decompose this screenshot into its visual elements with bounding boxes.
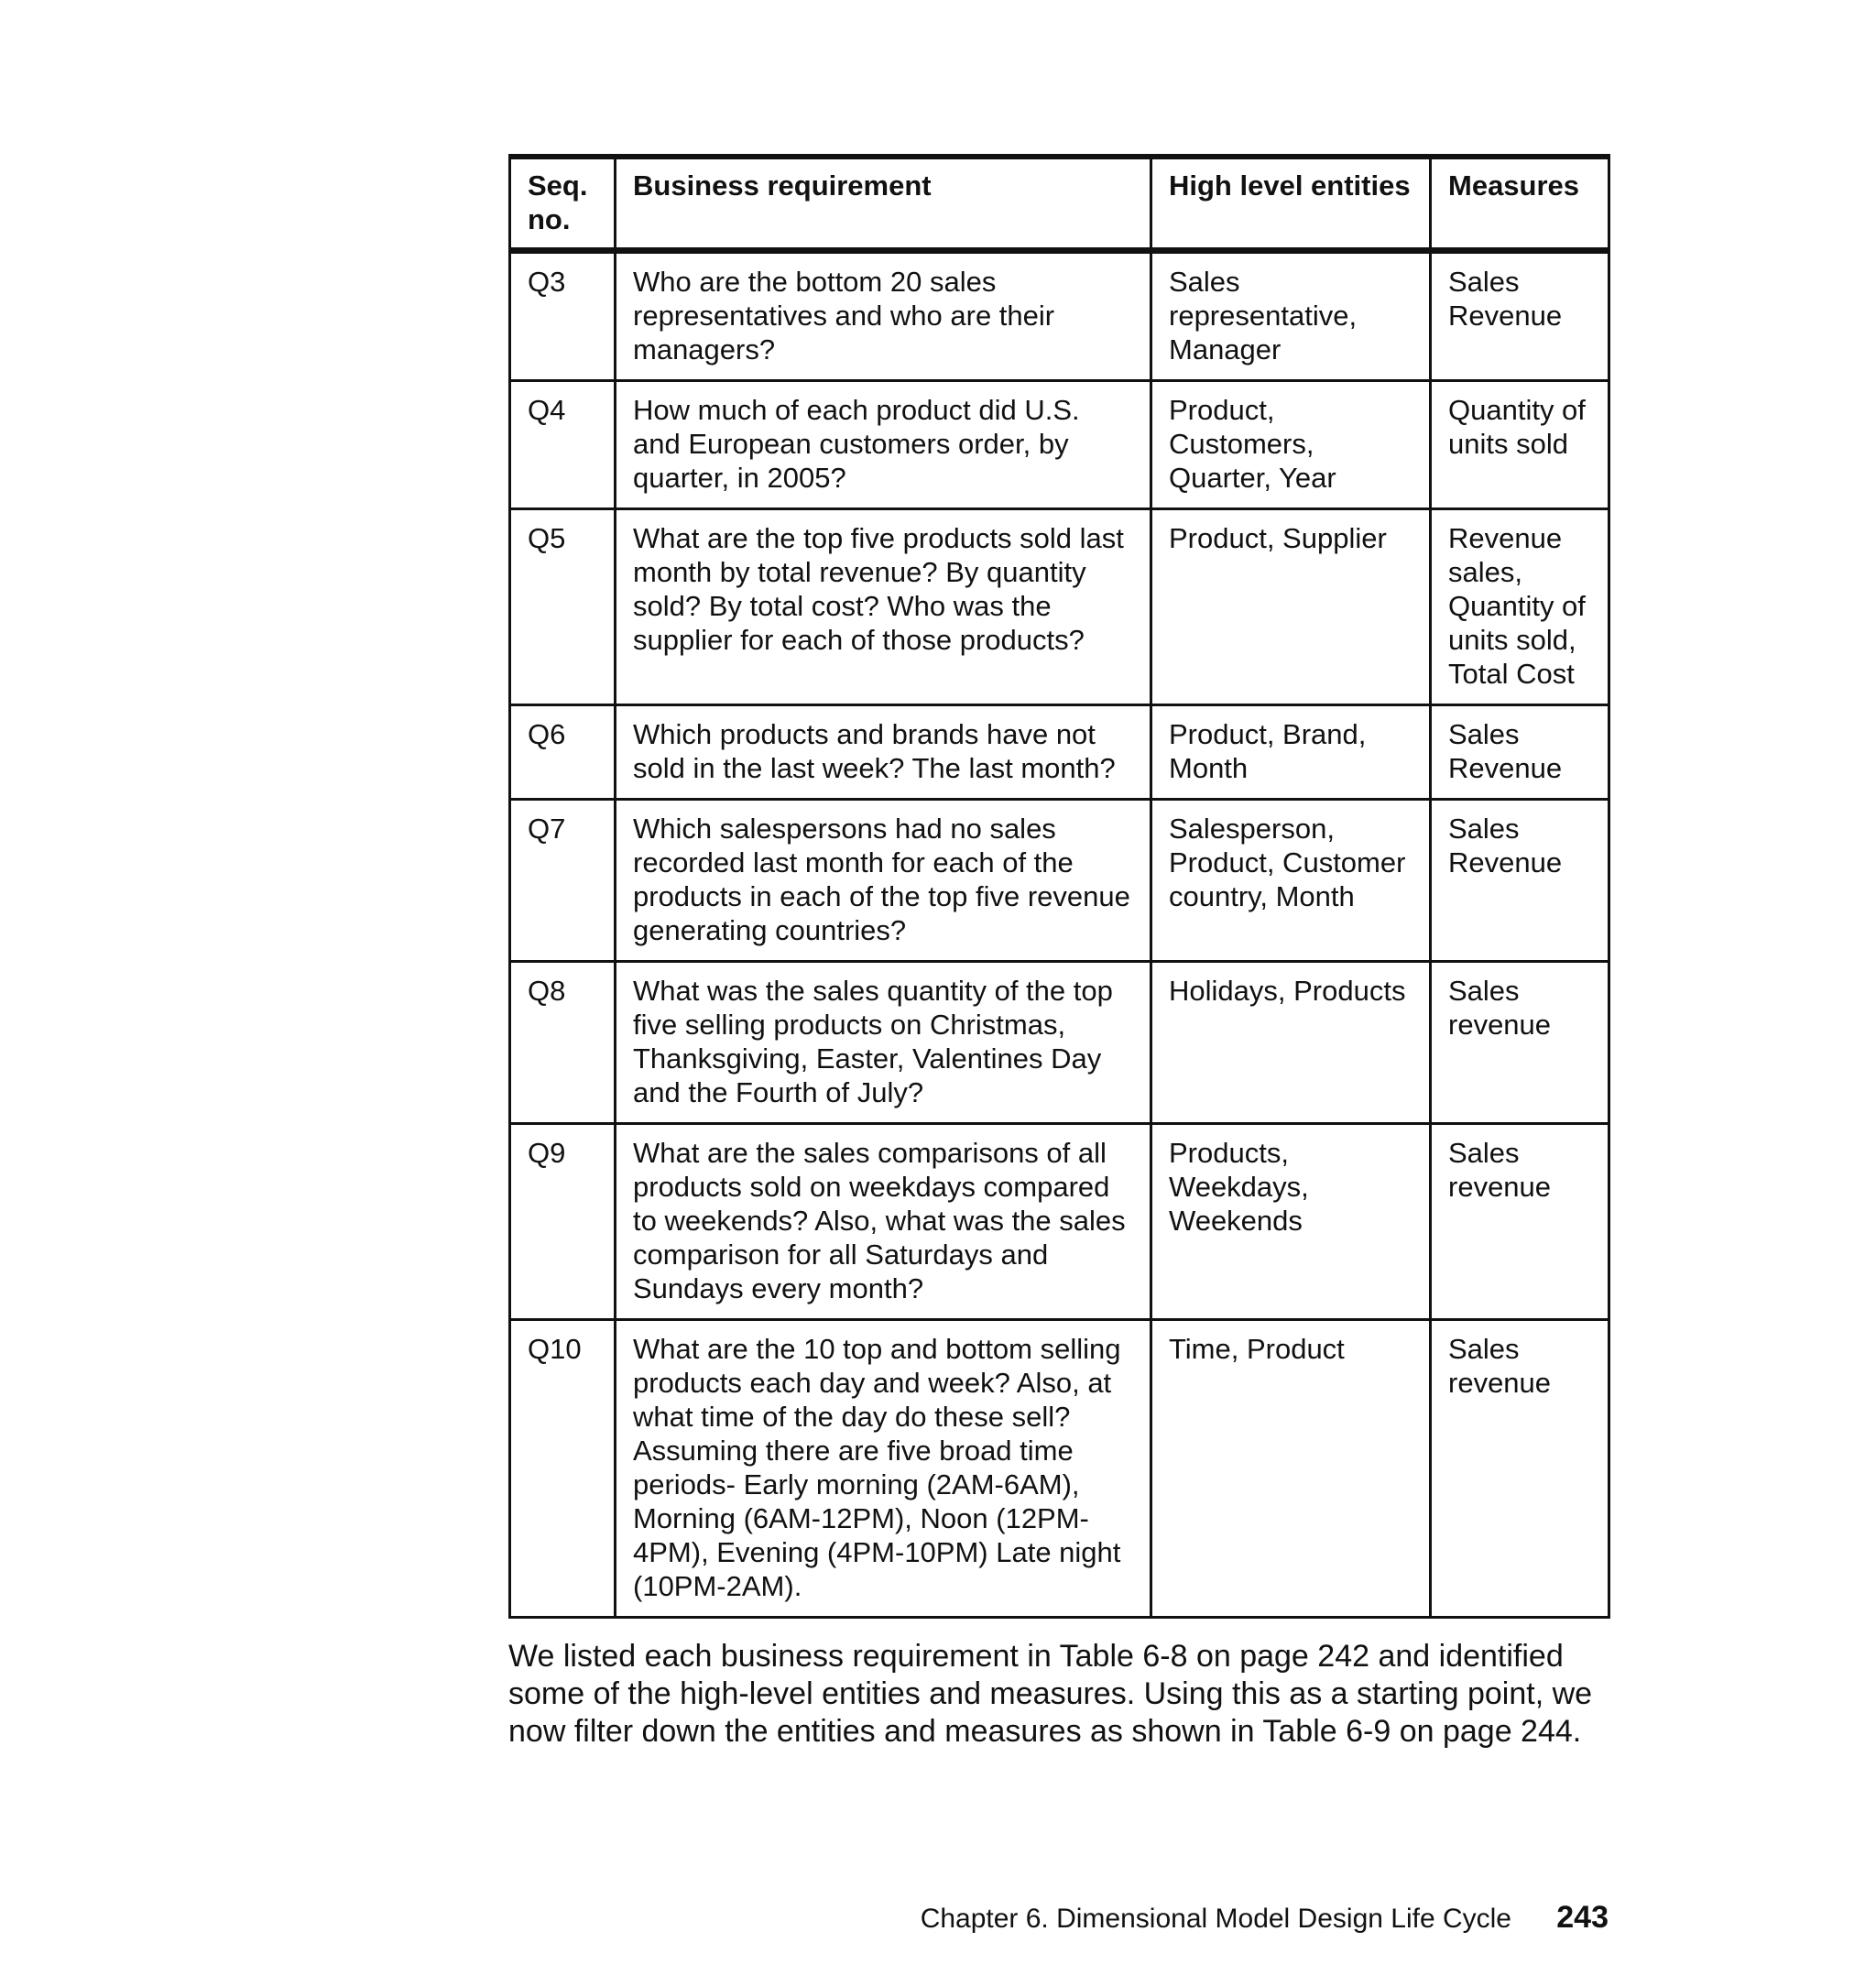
table-header-row [510,157,1609,251]
cell-measures: Sales revenue [1431,962,1609,1124]
body-paragraph: We listed each business requirement in Table 6-8 on page 242 and identified some of the high-level entities and measures. Using this as a starting point, we now filter down the entities and measures as shown in Table 6-9 on page 244. [508,1639,1593,1749]
cell-measures: Quantity of units sold [1431,381,1609,509]
cell-entities: Time, Product [1151,1320,1431,1618]
cell-entities: Product, Supplier [1151,509,1431,705]
cell-entities: Product, Customers, Quarter, Year [1151,381,1431,509]
cell-entities: Holidays, Products [1151,962,1431,1124]
cell-entities: Products, Weekdays, Weekends [1151,1124,1431,1320]
table-row [510,509,1609,705]
header-high-level-entities: High level entities [1151,157,1431,251]
table-row [510,1124,1609,1320]
table-row [510,800,1609,962]
header-measures: Measures [1431,157,1609,251]
cell-measures: Sales revenue [1431,1124,1609,1320]
cell-requirement: Which products and brands have not sold in the last week? The last month? [616,705,1151,800]
footer-page-number: 243 [1556,1900,1609,1935]
cell-seq: Q4 [510,381,616,509]
header-seq-no: Seq. no. [510,157,616,251]
table-row [510,251,1609,381]
cell-measures: Sales Revenue [1431,251,1609,381]
cell-requirement: How much of each product did U.S. and European customers order, by quarter, in 2005? [616,381,1151,509]
cell-requirement: Which salespersons had no sales recorded last month for each of the products in each of the top five revenue generating countries? [616,800,1151,962]
cell-seq: Q3 [510,251,616,381]
header-business-requirement: Business requirement [616,157,1151,251]
cell-measures: Sales revenue [1431,1320,1609,1618]
table-row [510,705,1609,800]
requirements-table [508,154,1610,1619]
cell-seq: Q10 [510,1320,616,1618]
cell-requirement: Who are the bottom 20 sales representatives and who are their managers? [616,251,1151,381]
cell-entities: Product, Brand, Month [1151,705,1431,800]
cell-seq: Q5 [510,509,616,705]
cell-entities: Sales representative, Manager [1151,251,1431,381]
footer-chapter-title: Chapter 6. Dimensional Model Design Life Cycle [920,1904,1511,1934]
cell-requirement: What are the sales comparisons of all products sold on weekdays compared to weekends? Also, what was the sales comparison for all Saturdays and Sundays every month? [616,1124,1151,1320]
cell-seq: Q7 [510,800,616,962]
cell-seq: Q8 [510,962,616,1124]
cell-requirement: What was the sales quantity of the top five selling products on Christmas, Thanksgiving, Easter, Valentines Day and the Fourth of July? [616,962,1151,1124]
cell-requirement: What are the top five products sold last month by total revenue? By quantity sold? By total cost? Who was the supplier for each of those products? [616,509,1151,705]
cell-seq: Q9 [510,1124,616,1320]
table-row [510,381,1609,509]
table-row [510,962,1609,1124]
cell-measures: Revenue sales, Quantity of units sold, Total Cost [1431,509,1609,705]
cell-requirement: What are the 10 top and bottom selling products each day and week? Also, at what time of the day do these sell? Assuming there are five broad time periods- Early morning (2AM-6AM), Morning (6AM-12PM), Noon (12PM-4PM), Evening (4PM-10PM) Late night (10PM-2AM). [616,1320,1151,1618]
cell-measures: Sales Revenue [1431,800,1609,962]
page-footer [912,1900,1610,1938]
cell-measures: Sales Revenue [1431,705,1609,800]
table-row [510,1320,1609,1618]
cell-entities: Salesperson, Product, Customer country, Month [1151,800,1431,962]
cell-seq: Q6 [510,705,616,800]
